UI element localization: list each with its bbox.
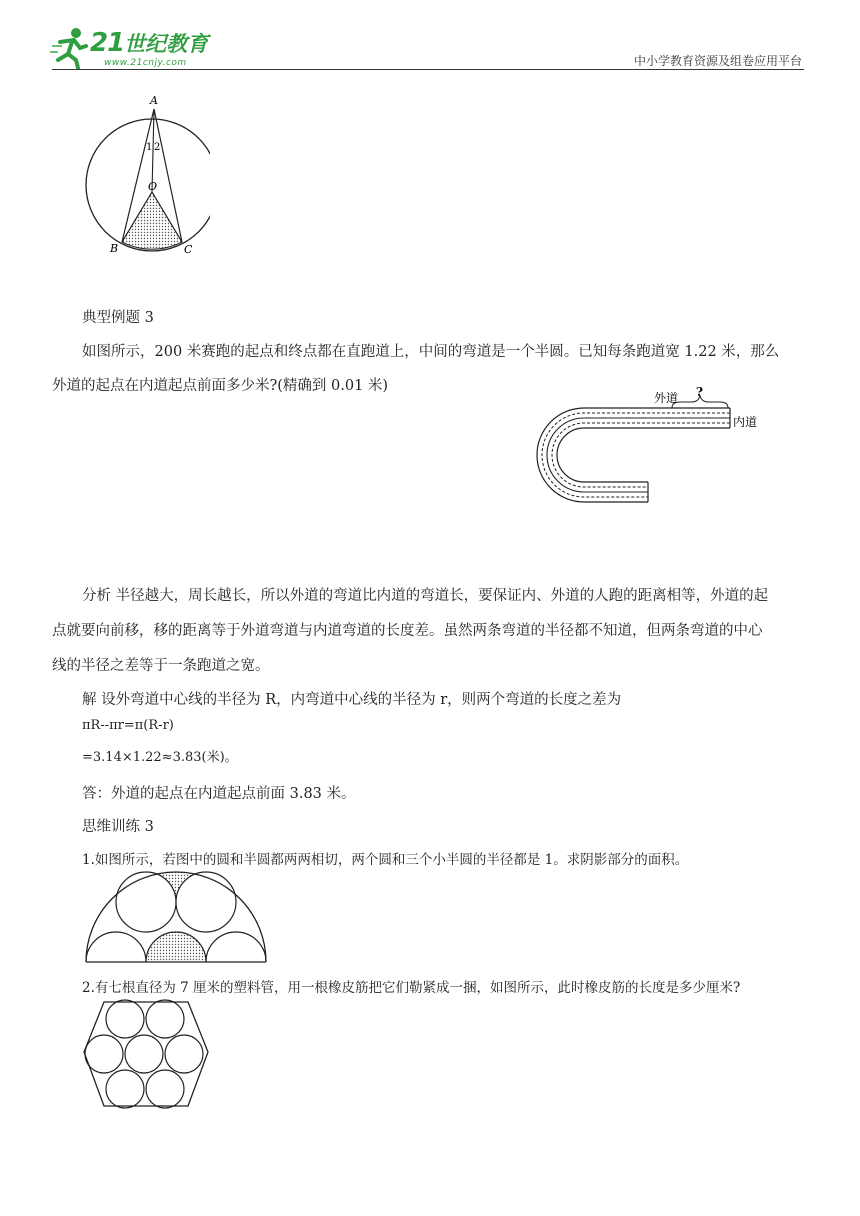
example-question-line1: 如图所示，200 米赛跑的起点和终点都在直跑道上，中间的弯道是一个半圆。已知每条跑道宽 1.22 米，那么 [82, 344, 780, 360]
training-question1: 1.如图所示，若图中的圆和半圆都两两相切，两个圆和三个小半圆的半径都是 1。求阴影部分的面积。 [82, 852, 689, 868]
point-b-label: B [110, 242, 119, 255]
seven-pipes-figure [82, 996, 212, 1116]
point-a-label: A [150, 94, 158, 107]
platform-name: 中小学教育资源及组卷应用平台 [633, 54, 802, 68]
analysis-line1: 分析 半径越大，周长越长，所以外道的弯道比内道的弯道长，要保证内、外道的人跑的距离相等，外道的起 [82, 588, 769, 604]
track-figure [520, 384, 790, 514]
header-divider [52, 69, 804, 70]
outer-lane-label: 外道 [654, 391, 679, 405]
solution-formula2: =3.14×1.22≈3.83(米)。 [82, 750, 238, 765]
logo [50, 26, 250, 72]
circle-triangle-figure [80, 90, 210, 260]
logo-title: 21世纪教育 [90, 28, 209, 58]
training-title: 思维训练 3 [82, 819, 154, 835]
solution-line1: 解 设外弯道中心线的半径为 R，内弯道中心线的半径为 r，则两个弯道的长度之差为 [82, 692, 622, 708]
analysis-line2: 点就要向前移，移的距离等于外道弯道与内道弯道的长度差。虽然两条弯道的半径都不知道，但两条弯道的中心 [52, 623, 763, 639]
angle-1-label: 1 [146, 142, 153, 153]
question-mark-label: ? [696, 385, 704, 399]
solution-formula1: πR--πr=π(R-r) [82, 718, 174, 733]
angle-2-label: 2 [154, 142, 161, 153]
example-title: 典型例题 3 [82, 310, 154, 326]
training-question2: 2.有七根直径为 7 厘米的塑料管，用一根橡皮筋把它们勒紧成一捆，如图所示，此时橡皮筋的长度是多少厘米? [82, 980, 741, 996]
logo-url: www.21cnjy.com [104, 58, 187, 68]
answer-line: 答：外道的起点在内道起点前面 3.83 米。 [82, 786, 356, 802]
point-c-label: C [184, 243, 193, 256]
runner-logo-icon [50, 26, 90, 70]
analysis-line3: 线的半径之差等于一条跑道之宽。 [52, 658, 270, 674]
inner-lane-label: 内道 [733, 415, 758, 429]
point-o-label: O [148, 180, 158, 193]
page-header [0, 0, 860, 80]
example-question-line2: 外道的起点在内道起点前面多少米?(精确到 0.01 米) [52, 378, 389, 394]
semicircle-circles-figure [84, 868, 268, 966]
